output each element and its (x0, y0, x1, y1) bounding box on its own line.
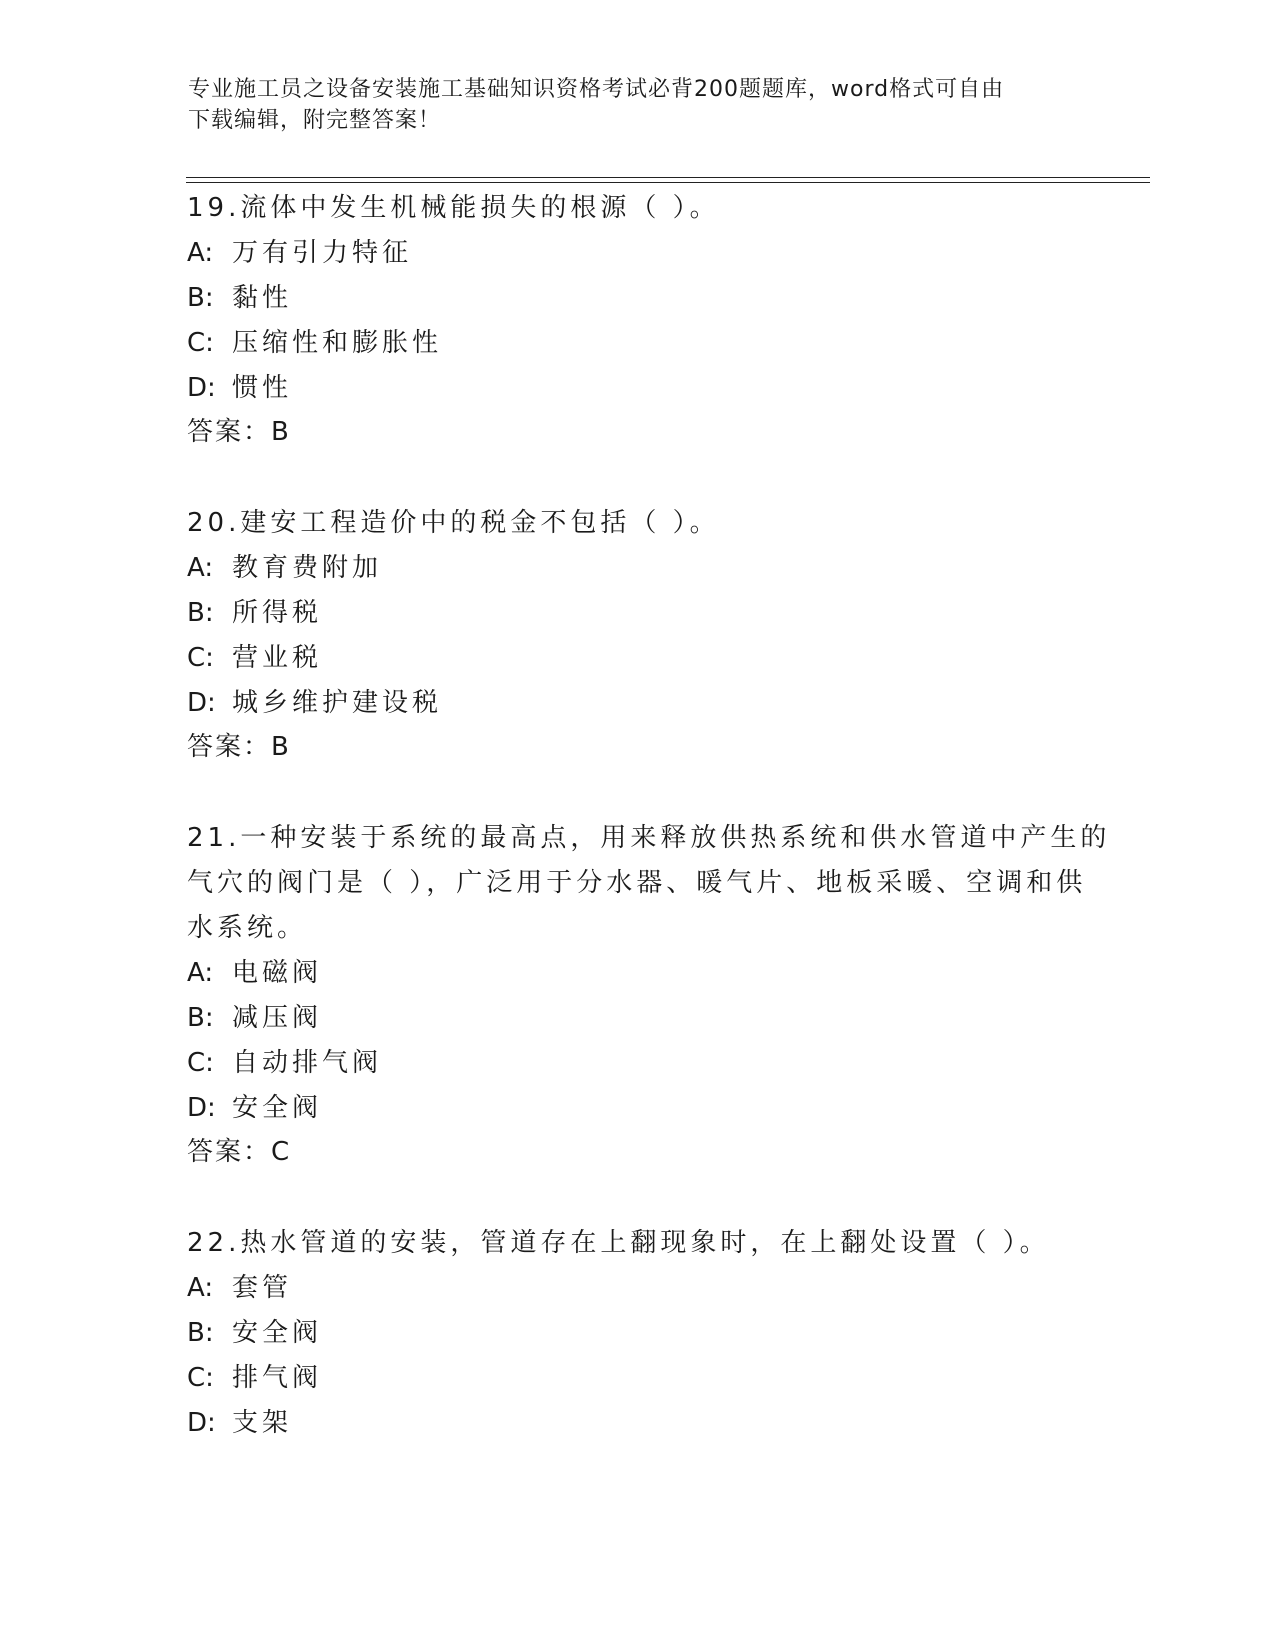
question-19-answer: 答案：B (187, 417, 291, 447)
question-19-option-c (187, 326, 442, 360)
question-21-answer: 答案：C (187, 1137, 292, 1167)
question-20-option-c (187, 641, 322, 675)
question-22-option-c (187, 1361, 322, 1395)
option-letter: D: (187, 688, 216, 718)
question-21-stem-line-3: 水系统。 (187, 913, 308, 943)
option-letter: B: (187, 283, 214, 313)
header-line-2: 下载编辑，附完整答案！ (188, 108, 442, 133)
option-text: 套管 (232, 1273, 293, 1303)
option-letter: B: (187, 1003, 214, 1033)
option-letter: C: (187, 1048, 214, 1078)
question-19-option-d (187, 371, 292, 405)
option-text: 黏性 (232, 283, 293, 313)
option-letter: A: (187, 238, 214, 268)
question-22-stem: 22.热水管道的安装，管道存在上翻现象时，在上翻处设置（ ）。 (187, 1228, 1050, 1258)
question-21-stem-line-1: 21.一种安装于系统的最高点，用来释放供热系统和供水管道中产生的 (187, 823, 1111, 853)
question-21-option-c (187, 1046, 382, 1080)
option-text: 电磁阀 (232, 958, 323, 988)
option-text: 城乡维护建设税 (232, 688, 443, 718)
option-text: 减压阀 (232, 1003, 323, 1033)
question-22-option-b (187, 1316, 322, 1350)
option-text: 惯性 (232, 373, 293, 403)
option-letter: C: (187, 1363, 214, 1393)
header-divider-bottom (186, 182, 1150, 183)
header-line-1: 专业施工员之设备安装施工基础知识资格考试必背200题题库，word格式可自由 (188, 77, 1005, 102)
option-text: 压缩性和膨胀性 (232, 328, 443, 358)
option-letter: A: (187, 553, 214, 583)
question-20-stem: 20.建安工程造价中的税金不包括（ ）。 (187, 508, 720, 538)
question-22-option-a (187, 1271, 292, 1305)
option-letter: A: (187, 1273, 214, 1303)
question-19-option-a (187, 236, 412, 270)
option-letter: C: (187, 643, 214, 673)
question-20-option-a (187, 551, 382, 585)
question-21-stem-line-2: 气穴的阀门是（ ），广泛用于分水器、暖气片、地板采暖、空调和供 (187, 868, 1087, 898)
question-20-answer: 答案：B (187, 732, 291, 762)
option-letter: D: (187, 1093, 216, 1123)
question-21-option-a (187, 956, 322, 990)
question-20-option-d (187, 686, 442, 720)
option-text: 教育费附加 (232, 553, 383, 583)
document-header (188, 74, 1088, 136)
option-letter: C: (187, 328, 214, 358)
question-20-option-b (187, 596, 322, 630)
option-letter: D: (187, 373, 216, 403)
header-divider-top (186, 177, 1150, 178)
question-21-option-d (187, 1091, 322, 1125)
option-letter: A: (187, 958, 214, 988)
question-22-option-d (187, 1406, 292, 1440)
option-letter: D: (187, 1408, 216, 1438)
question-19-stem: 19.流体中发生机械能损失的根源（ ）。 (187, 193, 720, 223)
option-letter: B: (187, 1318, 214, 1348)
option-text: 支架 (232, 1408, 293, 1438)
question-21-option-b (187, 1001, 322, 1035)
option-letter: B: (187, 598, 214, 628)
option-text: 所得税 (232, 598, 323, 628)
option-text: 排气阀 (232, 1363, 323, 1393)
option-text: 自动排气阀 (232, 1048, 383, 1078)
option-text: 安全阀 (232, 1093, 323, 1123)
question-19-option-b (187, 281, 292, 315)
option-text: 营业税 (232, 643, 323, 673)
option-text: 安全阀 (232, 1318, 323, 1348)
option-text: 万有引力特征 (232, 238, 413, 268)
